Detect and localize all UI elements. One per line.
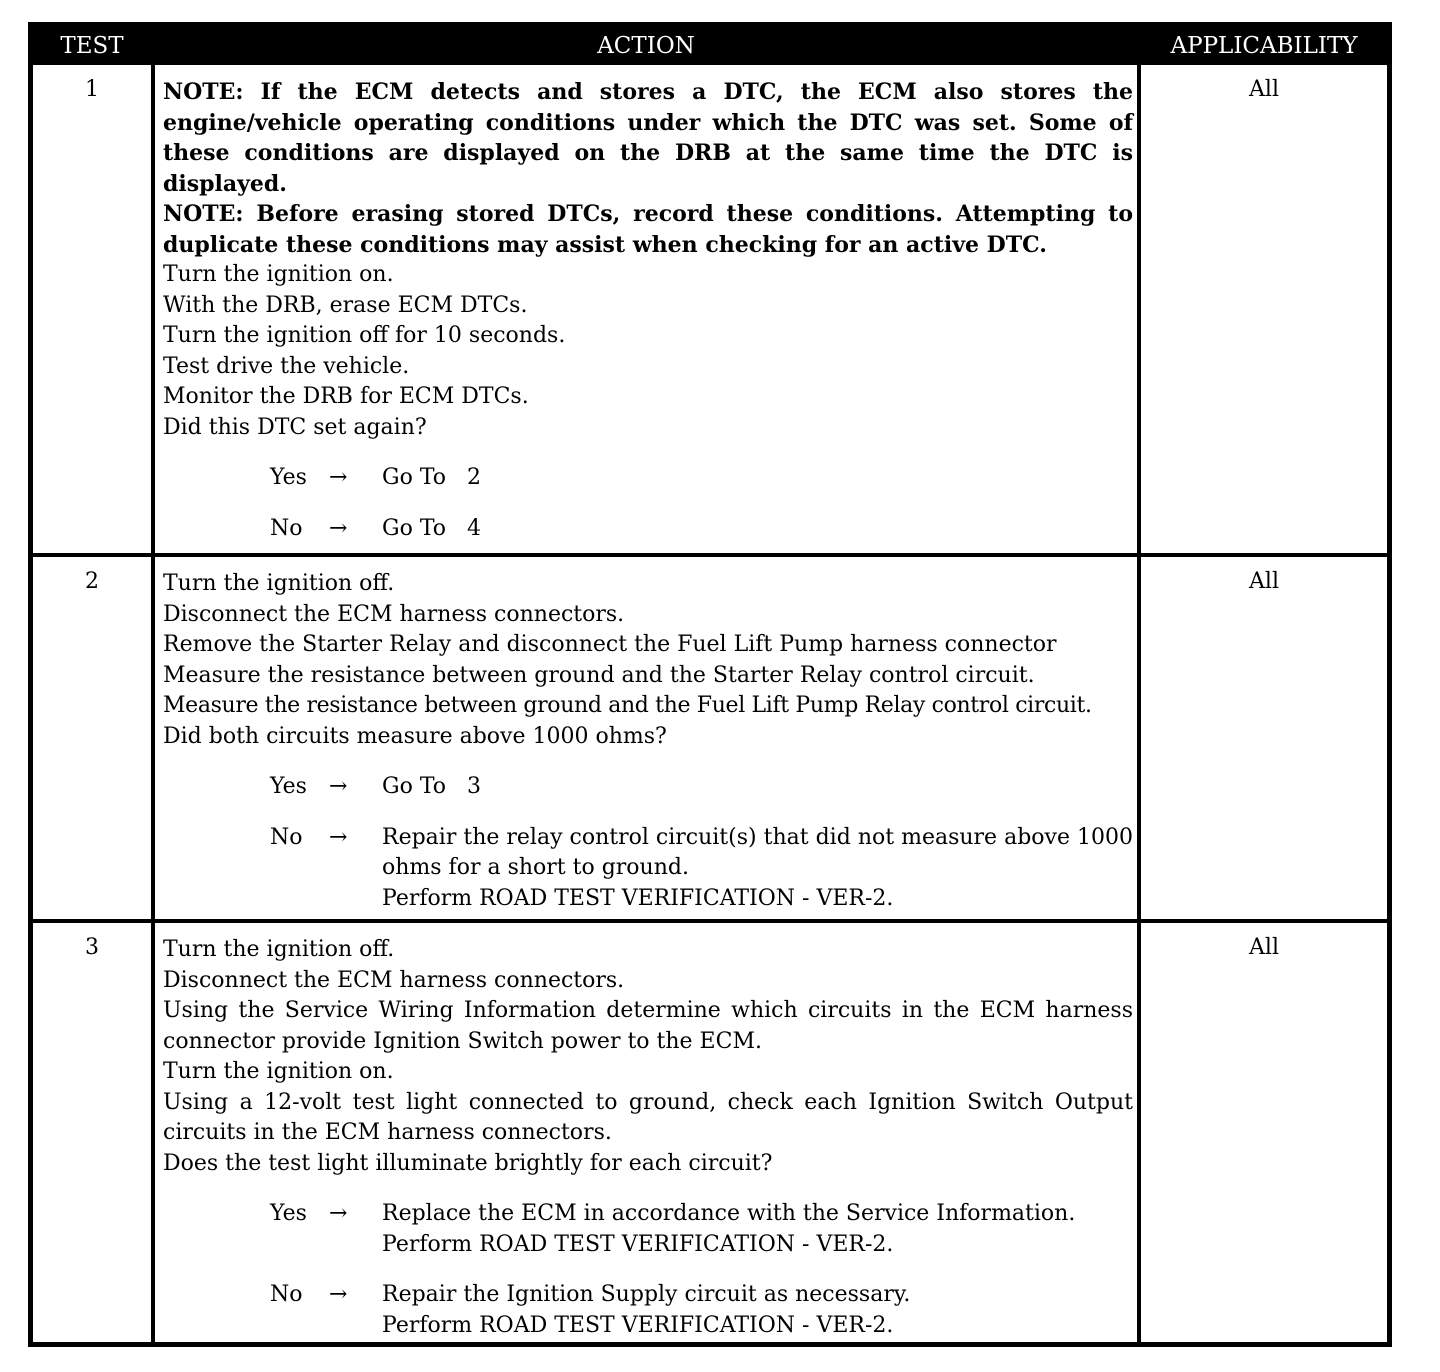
yes-outcome <box>382 1199 1133 1260</box>
step: Using the Service Wiring Information determine which circuits in the ECM harness connector provide Ignition Switch power to the ECM. <box>163 998 1133 1054</box>
table-header <box>33 27 1387 65</box>
step: Turn the ignition on. <box>163 1059 394 1084</box>
step: Turn the ignition off. <box>163 937 395 962</box>
no-outcome-text: Repair the relay control circuit(s) that did not measure above 1000 ohms for a short to ground. <box>382 824 1133 880</box>
header-action: ACTION <box>597 33 695 59</box>
yes-outcome-text: Replace the ECM in accordance with the Service Information. <box>382 1201 1076 1226</box>
step: Measure the resistance between ground and the Fuel Lift Pump Relay control circuit. <box>163 693 1092 718</box>
result-no <box>163 823 1133 915</box>
column-divider <box>151 557 155 919</box>
no-outcome <box>382 1280 1133 1341</box>
header-applicability: APPLICABILITY <box>1170 33 1358 59</box>
yes-outcome-verification: Perform ROAD TEST VERIFICATION - VER-2. <box>382 1231 894 1257</box>
applicability-value: All <box>1249 77 1279 102</box>
table-row-test-3 <box>33 923 1387 1342</box>
step: Turn the ignition off for 10 seconds. <box>163 323 566 348</box>
result-yes <box>163 463 1133 494</box>
result-yes <box>163 1199 1133 1260</box>
note-2: NOTE: Before erasing stored DTCs, record these conditions. Attempting to duplicate these conditions may assist when checking for an active DTC. <box>163 201 1133 258</box>
applicability-value: All <box>1249 569 1279 594</box>
arrow-right-icon: → <box>329 774 348 799</box>
test-number: 3 <box>85 935 99 960</box>
result-yes <box>163 772 1133 803</box>
step: Disconnect the ECM harness connectors. <box>163 967 625 993</box>
result-no <box>163 1280 1133 1341</box>
arrow-right-icon: → <box>329 1282 348 1307</box>
step: Test drive the vehicle. <box>163 353 410 379</box>
yes-label: Yes <box>270 1201 307 1226</box>
column-divider <box>1137 557 1141 919</box>
no-outcome <box>382 823 1133 915</box>
step: Using a 12-volt test light connected to ground, check each Ignition Switch Output circuits in the ECM harness connectors. <box>163 1089 1133 1145</box>
arrow-right-icon: → <box>329 824 348 850</box>
column-divider <box>151 923 155 1342</box>
no-outcome-verification: Perform ROAD TEST VERIFICATION - VER-2. <box>382 1312 894 1338</box>
action-cell <box>163 569 1133 914</box>
step: Measure the resistance between ground and the Starter Relay control circuit. <box>163 662 1035 688</box>
test-number: 2 <box>85 569 99 594</box>
no-outcome-text: Repair the Ignition Supply circuit as necessary. <box>382 1282 911 1307</box>
result-no <box>163 514 1133 545</box>
yes-label: Yes <box>270 465 307 490</box>
yes-outcome: Go To 2 <box>382 465 481 490</box>
question: Did both circuits measure above 1000 ohms? <box>163 723 667 749</box>
step: With the DRB, erase ECM DTCs. <box>163 292 528 318</box>
action-cell <box>163 77 1133 544</box>
step: Turn the ignition off. <box>163 571 395 596</box>
column-divider <box>1137 923 1141 1342</box>
step: Monitor the DRB for ECM DTCs. <box>163 384 529 409</box>
step: Remove the Starter Relay and disconnect the Fuel Lift Pump harness connector <box>163 632 1057 657</box>
header-test: TEST <box>60 33 124 59</box>
no-label: No <box>270 824 303 850</box>
arrow-right-icon: → <box>329 515 348 541</box>
table-row-test-2 <box>33 557 1387 919</box>
no-label: No <box>270 515 303 541</box>
no-outcome-verification: Perform ROAD TEST VERIFICATION - VER-2. <box>382 885 894 911</box>
no-label: No <box>270 1282 303 1307</box>
yes-outcome: Go To 3 <box>382 774 481 799</box>
test-number: 1 <box>85 77 99 102</box>
arrow-right-icon: → <box>329 465 348 490</box>
diagnostic-table <box>28 22 1392 1347</box>
step: Turn the ignition on. <box>163 262 394 287</box>
column-divider <box>151 65 155 553</box>
note-1: NOTE: If the ECM detects and stores a DTC, the ECM also stores the engine/vehicle operating conditions under which the DTC was set. Some of these conditions are displayed on the DRB at the same time the DTC is displayed. <box>163 79 1133 197</box>
column-divider <box>1137 65 1141 553</box>
step: Disconnect the ECM harness connectors. <box>163 601 625 627</box>
action-cell <box>163 935 1133 1341</box>
table-row-test-1 <box>33 65 1387 553</box>
question: Did this DTC set again? <box>163 414 427 440</box>
no-outcome: Go To 4 <box>382 515 481 541</box>
applicability-value: All <box>1249 935 1279 960</box>
yes-label: Yes <box>270 774 307 799</box>
arrow-right-icon: → <box>329 1201 348 1226</box>
question: Does the test light illuminate brightly for each circuit? <box>163 1150 773 1176</box>
